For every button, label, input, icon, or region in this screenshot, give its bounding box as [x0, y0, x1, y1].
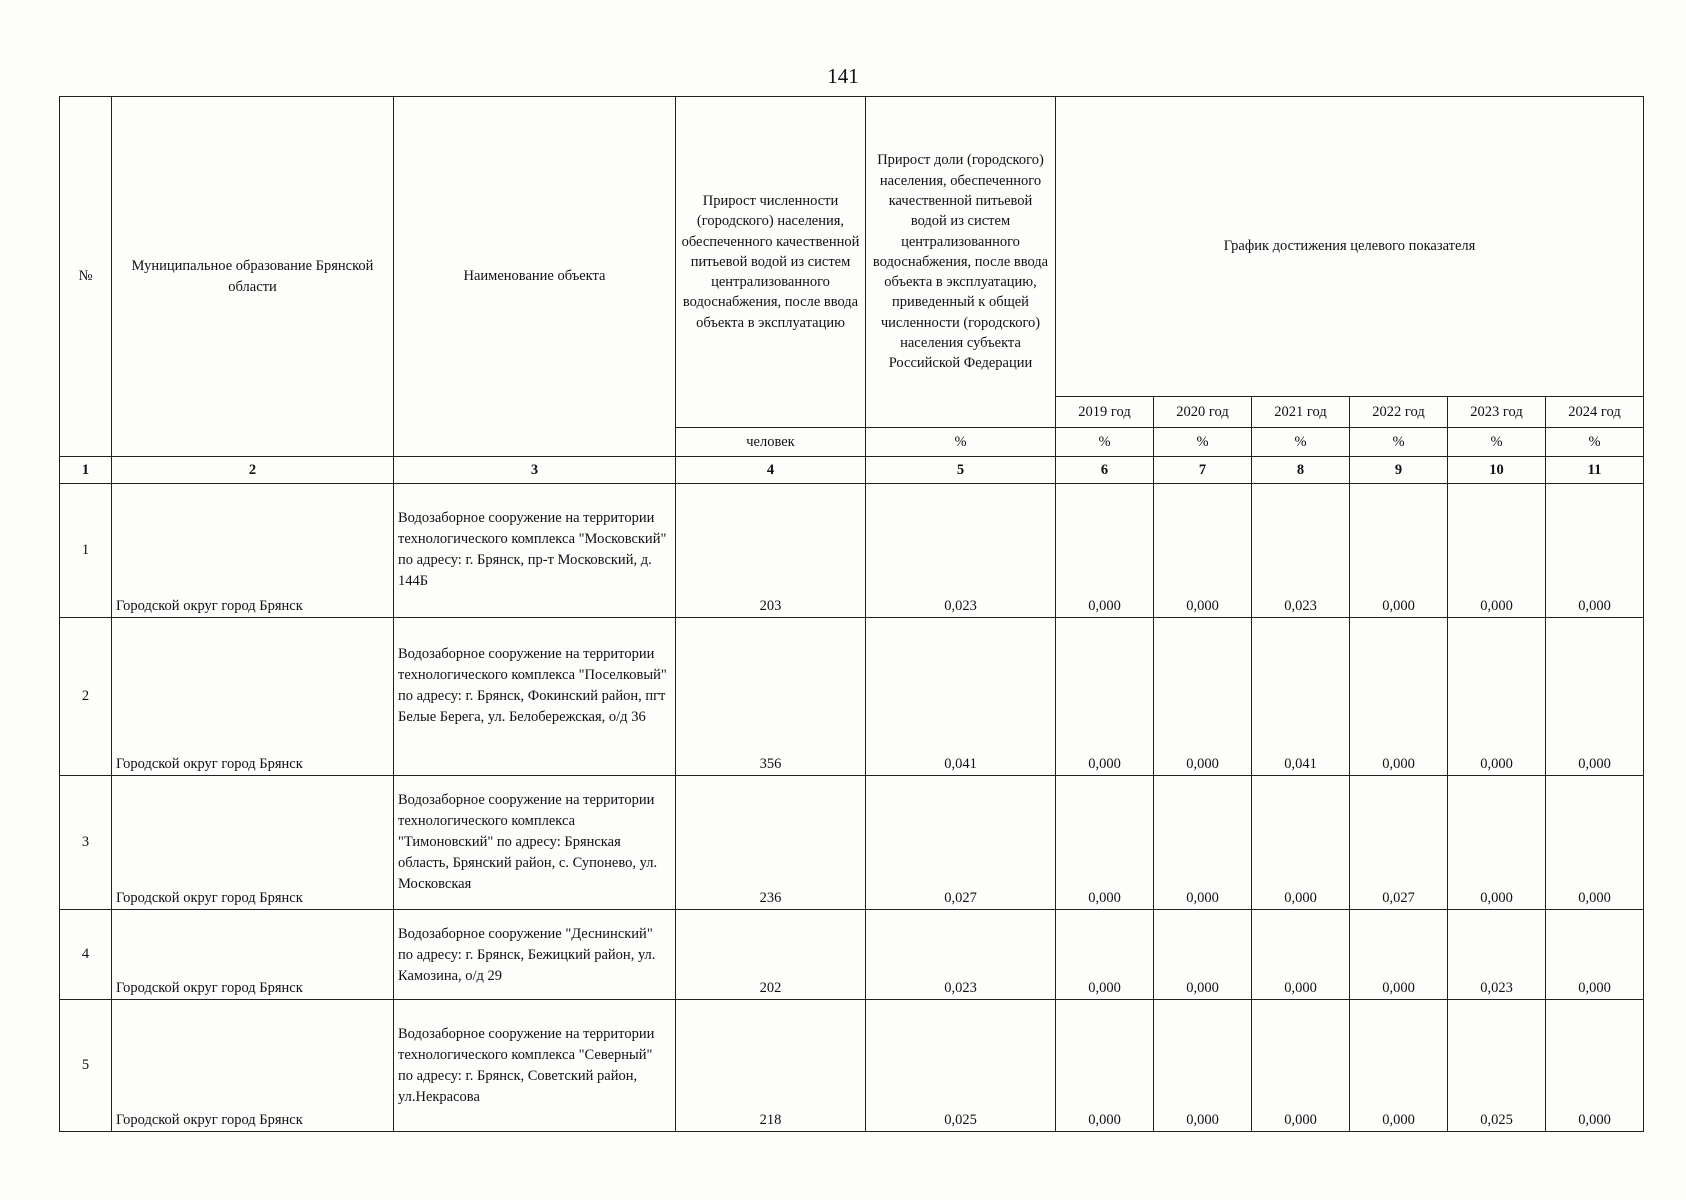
- year-value-cell: 0,000: [1546, 1000, 1644, 1132]
- row-number: 1: [60, 484, 112, 618]
- column-number: 7: [1154, 457, 1252, 484]
- year-value-cell: 0,027: [1350, 776, 1448, 910]
- unit-year-percent: %: [1350, 428, 1448, 457]
- year-value-cell: 0,000: [1056, 618, 1154, 776]
- table-row: [60, 618, 1644, 776]
- share-cell: 0,023: [866, 484, 1056, 618]
- header-year: 2021 год: [1252, 397, 1350, 428]
- header-year: 2022 год: [1350, 397, 1448, 428]
- unit-year-percent: %: [1154, 428, 1252, 457]
- population-cell: 203: [676, 484, 866, 618]
- header-year: 2019 год: [1056, 397, 1154, 428]
- column-number: 1: [60, 457, 112, 484]
- column-number: 8: [1252, 457, 1350, 484]
- header-year: 2023 год: [1448, 397, 1546, 428]
- table-row: [60, 1000, 1644, 1132]
- unit-percent: %: [866, 428, 1056, 457]
- column-number: 10: [1448, 457, 1546, 484]
- population-cell: 356: [676, 618, 866, 776]
- unit-people: человек: [676, 428, 866, 457]
- year-value-cell: 0,000: [1252, 910, 1350, 1000]
- year-value-cell: 0,000: [1056, 910, 1154, 1000]
- municipality-cell: Городской округ город Брянск: [112, 484, 394, 618]
- population-cell: 202: [676, 910, 866, 1000]
- page-number: 141: [827, 64, 859, 88]
- year-value-cell: 0,000: [1350, 618, 1448, 776]
- year-value-cell: 0,000: [1252, 1000, 1350, 1132]
- column-number: 2: [112, 457, 394, 484]
- municipality-cell: Городской округ город Брянск: [112, 1000, 394, 1132]
- year-value-cell: 0,000: [1154, 910, 1252, 1000]
- year-value-cell: 0,000: [1252, 776, 1350, 910]
- year-value-cell: 0,000: [1546, 910, 1644, 1000]
- table-row: [60, 484, 1644, 618]
- column-number: 5: [866, 457, 1056, 484]
- table-row: [60, 776, 1644, 910]
- column-number: 11: [1546, 457, 1644, 484]
- year-value-cell: 0,000: [1448, 618, 1546, 776]
- year-value-cell: 0,000: [1056, 484, 1154, 618]
- municipality-cell: Городской округ город Брянск: [112, 776, 394, 910]
- target-indicator-table: [59, 96, 1644, 1132]
- year-value-cell: 0,000: [1546, 776, 1644, 910]
- column-number: 9: [1350, 457, 1448, 484]
- year-value-cell: 0,023: [1252, 484, 1350, 618]
- column-number: 4: [676, 457, 866, 484]
- share-cell: 0,027: [866, 776, 1056, 910]
- header-growth-share: Прирост доли (городского) населения, обеспеченного качественной питьевой водой из систем централизованного водоснабжения, после ввода объекта в эксплуатацию, приведенный к общей численности (городского) населения субъекта Российской Федерации: [866, 97, 1056, 428]
- year-value-cell: 0,000: [1448, 776, 1546, 910]
- object-cell: Водозаборное сооружение на территории технологического комплекса "Московский" по адресу: г. Брянск, пр-т Московский, д. 144Б: [394, 484, 676, 618]
- year-value-cell: 0,041: [1252, 618, 1350, 776]
- year-value-cell: 0,025: [1448, 1000, 1546, 1132]
- column-number-row: [60, 457, 1644, 484]
- header-schedule: График достижения целевого показателя: [1056, 97, 1644, 397]
- year-value-cell: 0,000: [1154, 1000, 1252, 1132]
- year-value-cell: 0,000: [1154, 484, 1252, 618]
- row-number: 4: [60, 910, 112, 1000]
- header-object: Наименование объекта: [394, 97, 676, 457]
- header-municipality: Муниципальное образование Брянской области: [112, 97, 394, 457]
- year-value-cell: 0,000: [1448, 484, 1546, 618]
- header-growth-population: Прирост численности (городского) населения, обеспеченного качественной питьевой водой из систем централизованного водоснабжения, после ввода объекта в эксплуатацию: [676, 97, 866, 428]
- object-cell: Водозаборное сооружение на территории технологического комплекса "Северный" по адресу: г. Брянск, Советский район, ул.Некрасова: [394, 1000, 676, 1132]
- year-value-cell: 0,000: [1056, 776, 1154, 910]
- object-cell: Водозаборное сооружение на территории технологического комплекса "Тимоновский" по адресу: Брянская область, Брянский район, с. Супонево, ул. Московская: [394, 776, 676, 910]
- year-value-cell: 0,000: [1350, 484, 1448, 618]
- object-cell: Водозаборное сооружение "Деснинский" по адресу: г. Брянск, Бежицкий район, ул. Камозина, о/д 29: [394, 910, 676, 1000]
- share-cell: 0,025: [866, 1000, 1056, 1132]
- year-value-cell: 0,000: [1350, 910, 1448, 1000]
- unit-year-percent: %: [1448, 428, 1546, 457]
- year-value-cell: 0,000: [1546, 618, 1644, 776]
- year-value-cell: 0,000: [1350, 1000, 1448, 1132]
- share-cell: 0,023: [866, 910, 1056, 1000]
- municipality-cell: Городской округ город Брянск: [112, 618, 394, 776]
- object-cell: Водозаборное сооружение на территории технологического комплекса "Поселковый" по адресу: г. Брянск, Фокинский район, пгт Белые Берега, ул. Белобережская, о/д 36: [394, 618, 676, 776]
- row-number: 3: [60, 776, 112, 910]
- header-no: №: [60, 97, 112, 457]
- year-value-cell: 0,000: [1154, 776, 1252, 910]
- population-cell: 236: [676, 776, 866, 910]
- unit-year-percent: %: [1546, 428, 1644, 457]
- table-row: [60, 910, 1644, 1000]
- year-value-cell: 0,000: [1056, 1000, 1154, 1132]
- municipality-cell: Городской округ город Брянск: [112, 910, 394, 1000]
- year-value-cell: 0,000: [1546, 484, 1644, 618]
- population-cell: 218: [676, 1000, 866, 1132]
- row-number: 5: [60, 1000, 112, 1132]
- header-year: 2024 год: [1546, 397, 1644, 428]
- share-cell: 0,041: [866, 618, 1056, 776]
- column-number: 6: [1056, 457, 1154, 484]
- header-row: [60, 97, 1644, 397]
- unit-year-percent: %: [1056, 428, 1154, 457]
- unit-year-percent: %: [1252, 428, 1350, 457]
- header-year: 2020 год: [1154, 397, 1252, 428]
- column-number: 3: [394, 457, 676, 484]
- year-value-cell: 0,023: [1448, 910, 1546, 1000]
- row-number: 2: [60, 618, 112, 776]
- year-value-cell: 0,000: [1154, 618, 1252, 776]
